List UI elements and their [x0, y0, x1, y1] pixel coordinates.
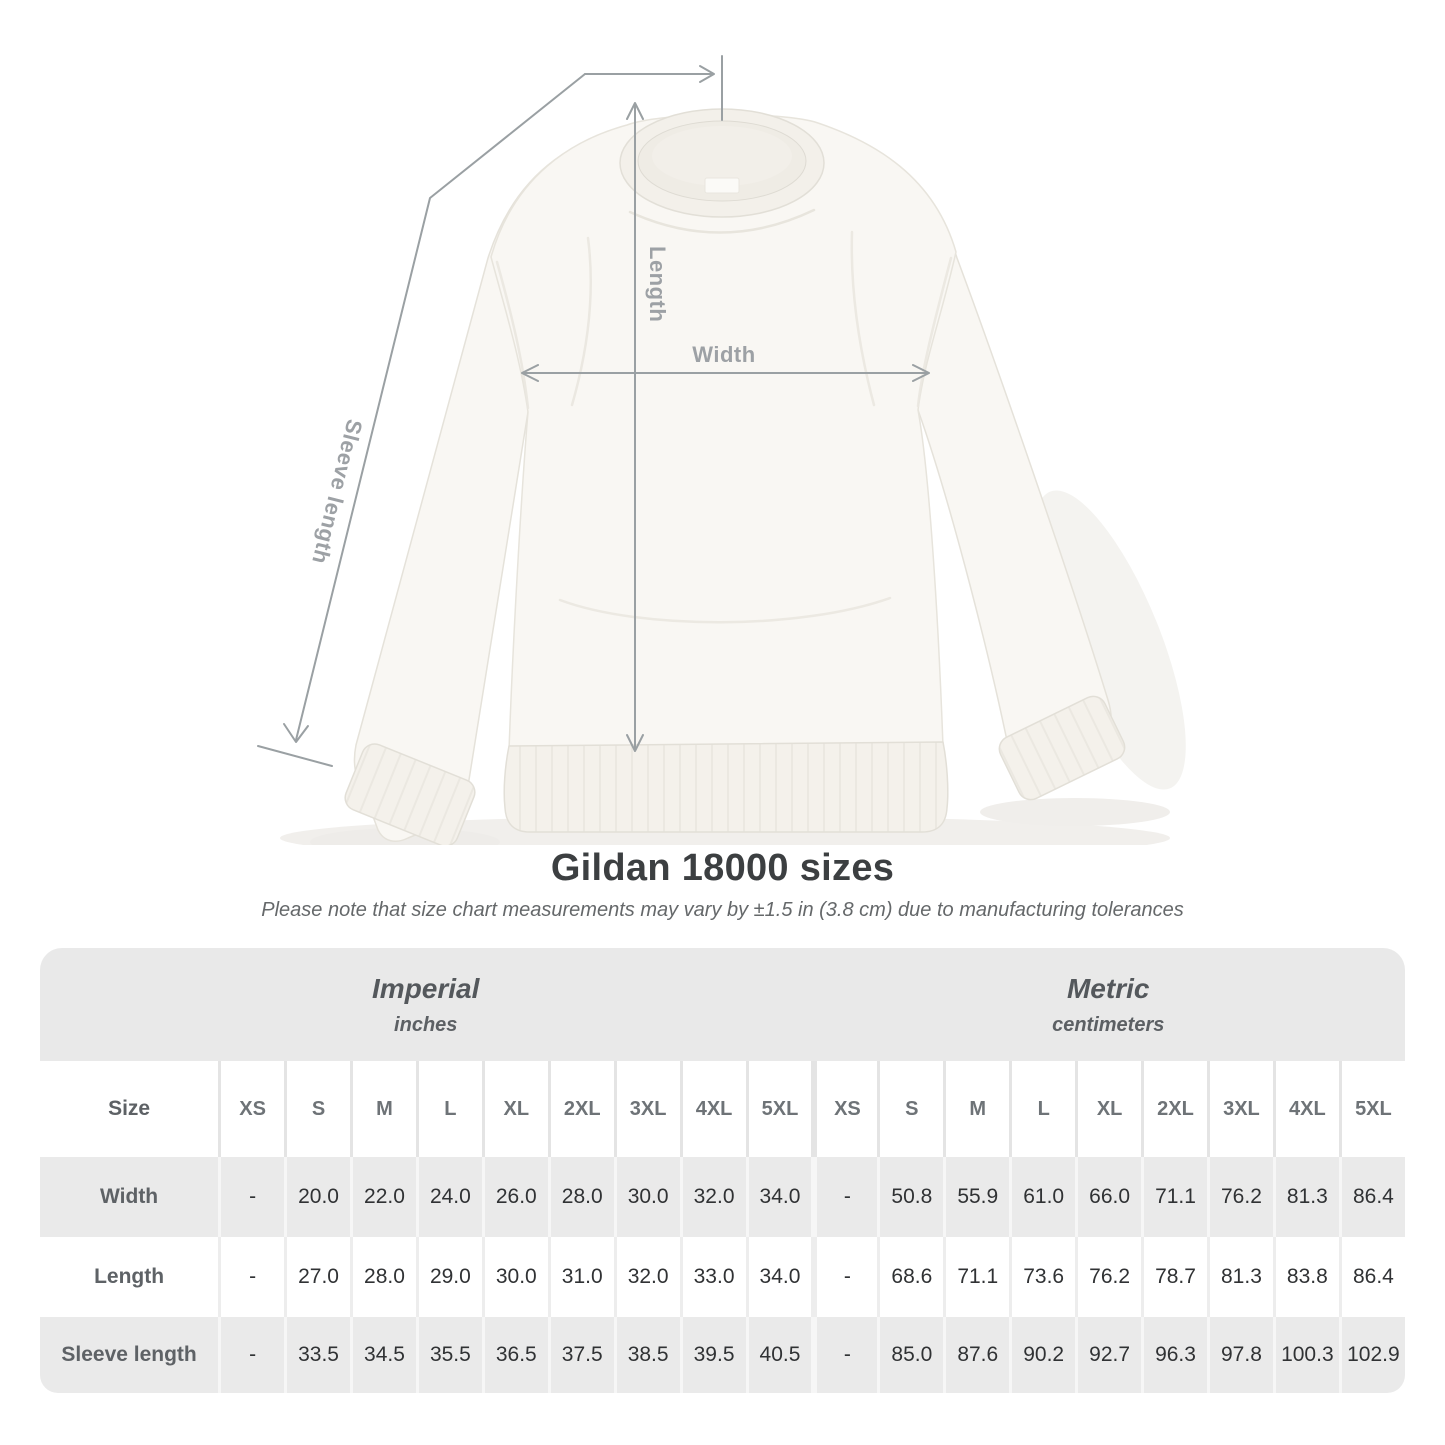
measurement-cell: 34.5 [350, 1317, 416, 1393]
measurement-cell: 31.0 [548, 1237, 614, 1317]
measurement-cell: 68.6 [877, 1237, 943, 1317]
measurement-cell: 66.0 [1075, 1157, 1141, 1237]
measurement-cell: 83.8 [1273, 1237, 1339, 1317]
size-col-header: 5XL [746, 1061, 812, 1157]
size-col-header: L [1009, 1061, 1075, 1157]
size-col-header: 2XL [1141, 1061, 1207, 1157]
size-table-body [40, 1157, 1405, 1393]
imperial-header [40, 948, 811, 1061]
measurement-cell: 35.5 [416, 1317, 482, 1393]
metric-unit: centimeters [1052, 1013, 1165, 1036]
size-header-row [40, 1061, 1405, 1157]
measurement-cell: 86.4 [1339, 1157, 1405, 1237]
measurement-cell: - [218, 1157, 284, 1237]
metric-header [811, 948, 1405, 1061]
size-chart-table [40, 948, 1405, 1393]
measurement-cell: 33.5 [284, 1317, 350, 1393]
measurement-cell: 32.0 [614, 1237, 680, 1317]
waistband [504, 742, 948, 832]
measurement-cell: 81.3 [1273, 1157, 1339, 1237]
measurement-cell: - [811, 1237, 877, 1317]
measurement-cell: 28.0 [350, 1237, 416, 1317]
measurement-cell: 28.0 [548, 1157, 614, 1237]
measurement-cell: 32.0 [680, 1157, 746, 1237]
measurement-row [40, 1317, 1405, 1393]
measurement-cell: 85.0 [877, 1317, 943, 1393]
measurement-cell: 102.9 [1339, 1317, 1405, 1393]
measurement-cell: 81.3 [1207, 1237, 1273, 1317]
size-col-header: S [284, 1061, 350, 1157]
size-col-header: M [943, 1061, 1009, 1157]
size-col-header: XL [482, 1061, 548, 1157]
measurement-cell: - [811, 1317, 877, 1393]
measurement-cell: 61.0 [1009, 1157, 1075, 1237]
row-label: Width [40, 1157, 218, 1237]
measurement-cell: 92.7 [1075, 1317, 1141, 1393]
measurement-cell: 86.4 [1339, 1237, 1405, 1317]
measurement-cell: 90.2 [1009, 1317, 1075, 1393]
size-col-header: XL [1075, 1061, 1141, 1157]
measurement-cell: - [218, 1237, 284, 1317]
measurement-cell: 50.8 [877, 1157, 943, 1237]
size-col-header: 4XL [680, 1061, 746, 1157]
neck-tag [705, 178, 739, 193]
measurement-cell: 22.0 [350, 1157, 416, 1237]
measurement-cell: 37.5 [548, 1317, 614, 1393]
measurement-cell: 40.5 [746, 1317, 812, 1393]
size-col-header: 3XL [1207, 1061, 1273, 1157]
size-col-header: XS [218, 1061, 284, 1157]
sleeve-length-label: Sleeve length [307, 416, 368, 567]
measurement-cell: 39.5 [680, 1317, 746, 1393]
size-header-label: Size [40, 1061, 218, 1157]
imperial-title: Imperial [372, 972, 480, 1004]
size-col-header: 3XL [614, 1061, 680, 1157]
measurement-cell: 34.0 [746, 1157, 812, 1237]
width-label: Width [692, 342, 756, 367]
unit-header-row [40, 948, 1405, 1061]
size-col-header: L [416, 1061, 482, 1157]
size-col-header: S [877, 1061, 943, 1157]
measurement-cell: 33.0 [680, 1237, 746, 1317]
row-label: Sleeve length [40, 1317, 218, 1393]
size-col-header: M [350, 1061, 416, 1157]
size-col-header: 5XL [1339, 1061, 1405, 1157]
measurement-cell: 30.0 [482, 1237, 548, 1317]
measurement-cell: 71.1 [1141, 1157, 1207, 1237]
measurement-cell: 97.8 [1207, 1317, 1273, 1393]
measurement-cell: 78.7 [1141, 1237, 1207, 1317]
measurement-cell: 73.6 [1009, 1237, 1075, 1317]
measurement-cell: 29.0 [416, 1237, 482, 1317]
size-col-header: 2XL [548, 1061, 614, 1157]
measurement-cell: 76.2 [1075, 1237, 1141, 1317]
imperial-unit: inches [394, 1013, 458, 1036]
row-label: Length [40, 1237, 218, 1317]
measurement-cell: 38.5 [614, 1317, 680, 1393]
measurement-cell: 20.0 [284, 1157, 350, 1237]
tolerance-note: Please note that size chart measurements may vary by ±1.5 in (3.8 cm) due to manufacturing tolerances [261, 899, 1184, 921]
measurement-cell: 71.1 [943, 1237, 1009, 1317]
measurement-cell: 100.3 [1273, 1317, 1339, 1393]
metric-title: Metric [1066, 972, 1150, 1004]
measurement-cell: 36.5 [482, 1317, 548, 1393]
measurement-cell: 30.0 [614, 1157, 680, 1237]
measurement-row [40, 1237, 1405, 1317]
measurement-cell: 87.6 [943, 1317, 1009, 1393]
length-label: Length [645, 246, 670, 323]
size-table-wrap [40, 948, 1405, 1393]
measurement-cell: 55.9 [943, 1157, 1009, 1237]
measurement-cell: 24.0 [416, 1157, 482, 1237]
measurement-row [40, 1157, 1405, 1237]
sweatshirt-photo [341, 109, 1129, 845]
measurement-cell: 76.2 [1207, 1157, 1273, 1237]
measurement-cell: 26.0 [482, 1157, 548, 1237]
measurement-cell: 34.0 [746, 1237, 812, 1317]
size-col-header: 4XL [1273, 1061, 1339, 1157]
size-col-header: XS [811, 1061, 877, 1157]
measurement-cell: 27.0 [284, 1237, 350, 1317]
measurement-cell: 96.3 [1141, 1317, 1207, 1393]
measurement-cell: - [218, 1317, 284, 1393]
page-title: Gildan 18000 sizes [550, 847, 895, 889]
measurement-cell: - [811, 1157, 877, 1237]
